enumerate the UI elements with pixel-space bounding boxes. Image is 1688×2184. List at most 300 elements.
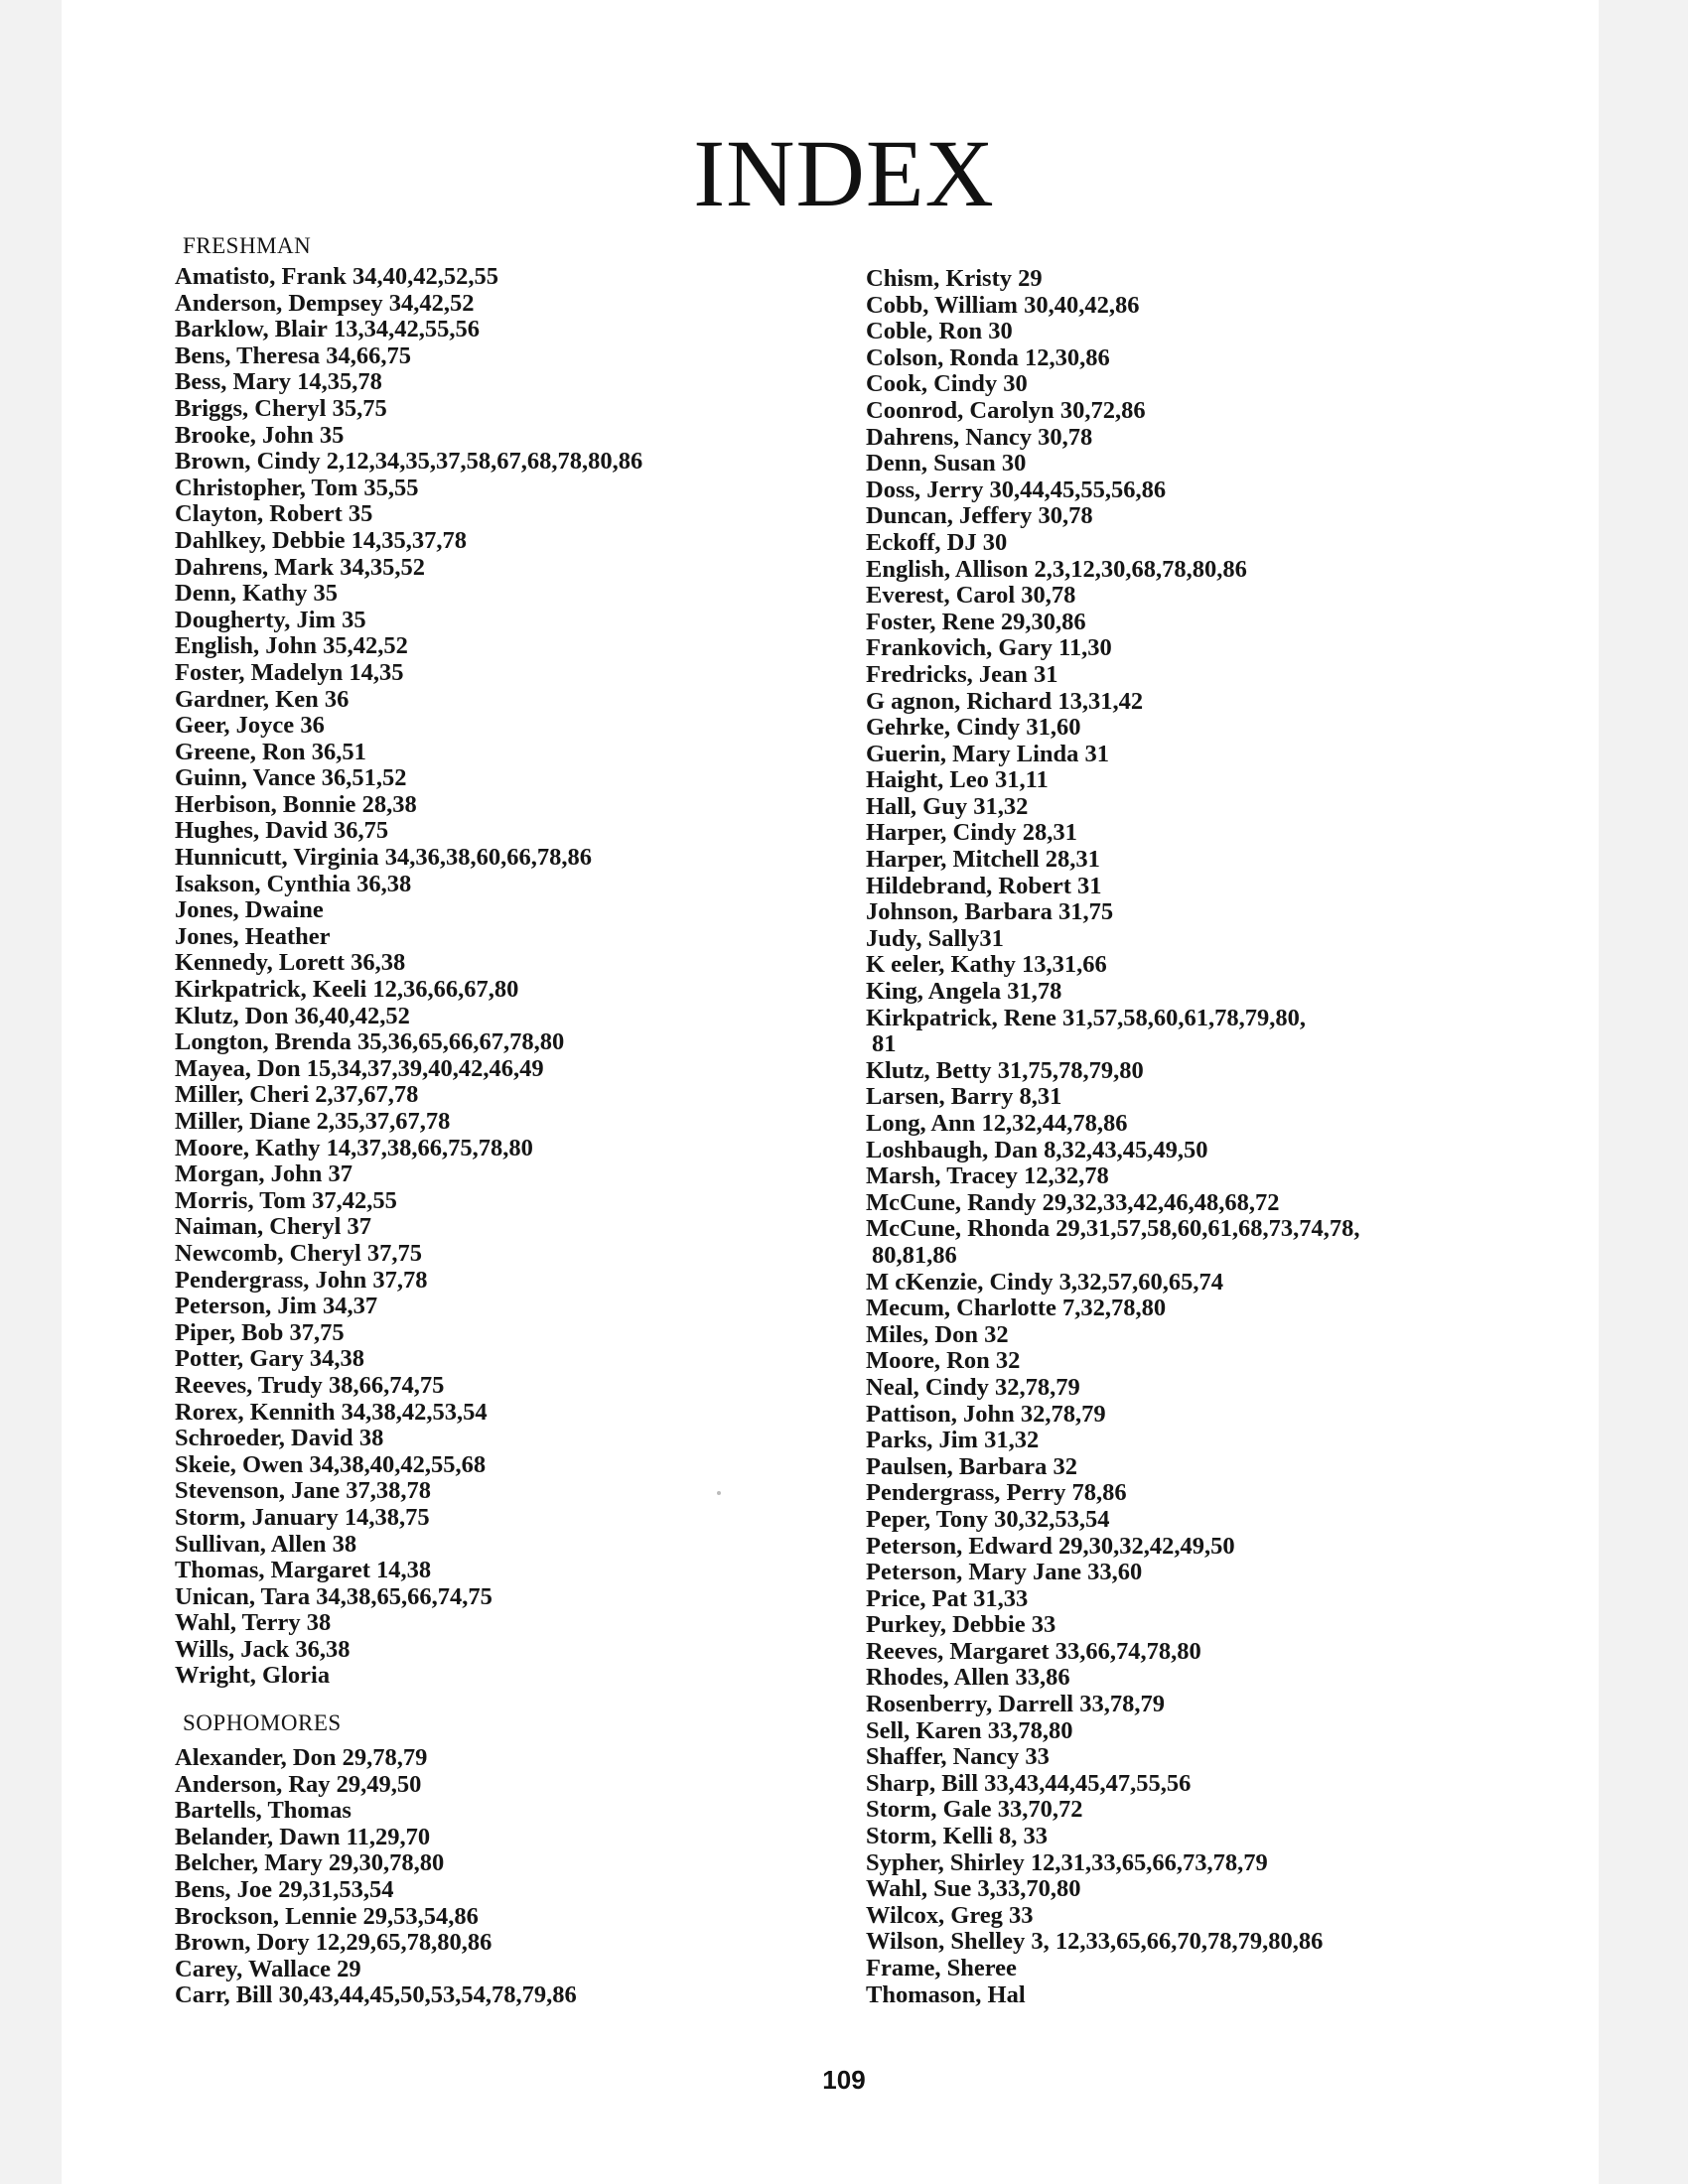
- index-entry: [866, 1903, 1541, 1930]
- entry-pages: 33,78,80: [987, 1716, 1073, 1744]
- entry-pages: 14,35,37,78: [351, 526, 468, 554]
- entry-pages: 37: [347, 1213, 372, 1241]
- index-entry: [866, 952, 1541, 979]
- index-entry: [175, 1532, 850, 1559]
- entry-pages: 30: [1001, 450, 1027, 478]
- entry-name: Peterson, Edward: [866, 1532, 1053, 1560]
- index-entry: [175, 369, 850, 396]
- entry-name: Mecum, Charlotte: [866, 1295, 1056, 1322]
- entry-pages: 12,29,65,78,80,86: [315, 1929, 492, 1957]
- entry-name: Storm, January: [175, 1503, 339, 1531]
- entry-name: Anderson, Dempsey: [175, 289, 383, 317]
- entry-pages: 29,78,79: [342, 1744, 428, 1772]
- entry-name: Chism, Kristy: [866, 265, 1012, 292]
- entry-name: Kennedy, Lorett: [175, 949, 346, 977]
- index-entry: [175, 1982, 850, 2009]
- section-header-sophomores: SOPHOMORES: [183, 1710, 342, 1736]
- index-entry: [175, 1663, 850, 1690]
- entry-pages: 34,38,40,42,55,68: [309, 1450, 487, 1478]
- entry-pages: 35: [348, 500, 373, 528]
- entry-pages: 2,35,37,67,78: [316, 1108, 451, 1135]
- page-title: INDEX: [693, 120, 995, 226]
- entry-name: Dahlkey, Debbie: [175, 526, 346, 554]
- index-entry: [175, 1877, 850, 1904]
- index-entry: [866, 899, 1541, 926]
- entry-pages: 34,66,75: [326, 341, 411, 369]
- entry-name: Hunnicutt, Virginia: [175, 844, 379, 872]
- index-entry: [175, 1478, 850, 1505]
- index-entry: [866, 1190, 1541, 1217]
- entry-pages: 29,31,57,58,60,61,68,73,74,78,: [1055, 1215, 1360, 1243]
- index-entry: [175, 343, 850, 370]
- entry-pages: 29,30,32,42,49,50: [1057, 1532, 1235, 1560]
- entry-pages: 32,78,79: [995, 1373, 1080, 1401]
- index-entry: [866, 1560, 1541, 1586]
- entry-name: Herbison, Bonnie: [175, 790, 356, 818]
- index-entry: [175, 1426, 850, 1452]
- index-entry: [866, 767, 1541, 794]
- entry-name: G agnon, Richard: [866, 687, 1053, 715]
- entry-name: Colson, Ronda: [866, 343, 1019, 371]
- entry-name: Haight, Leo: [866, 766, 989, 794]
- entry-pages: 37,78: [372, 1266, 428, 1294]
- entry-pages: 29: [337, 1955, 361, 1982]
- entry-pages: 8,32,43,45,49,50: [1044, 1136, 1208, 1163]
- index-entry: [175, 1904, 850, 1931]
- index-entry: [866, 1402, 1541, 1429]
- entry-pages: 36,75: [333, 817, 389, 845]
- index-entry: [866, 794, 1541, 821]
- entry-name: Moore, Ron: [866, 1347, 990, 1375]
- index-entry: [175, 765, 850, 792]
- entry-name: Cobb, William: [866, 291, 1018, 319]
- entry-name: McCune, Randy: [866, 1188, 1037, 1216]
- entry-pages: 31: [1084, 740, 1110, 767]
- index-entry: [866, 1058, 1541, 1085]
- entry-name: Johnson, Barbara: [866, 898, 1053, 926]
- index-entry: [175, 501, 850, 528]
- index-entry: [866, 1270, 1541, 1297]
- entry-pages: 28,31: [1022, 819, 1077, 847]
- entry-pages: 34,37: [323, 1293, 378, 1320]
- entry-name: Stevenson, Jane: [175, 1477, 341, 1505]
- entry-name: Carey, Wallace: [175, 1955, 331, 1982]
- entry-pages: 29,30,86: [1000, 608, 1086, 635]
- index-entry: [175, 1505, 850, 1532]
- entry-name: Briggs, Cheryl: [175, 394, 327, 422]
- index-entry: [866, 1480, 1541, 1507]
- entry-name: Larsen, Barry: [866, 1083, 1014, 1111]
- index-left-column: [175, 228, 850, 2009]
- index-entry: [175, 818, 850, 845]
- entry-name: Belcher, Mary: [175, 1849, 323, 1877]
- entry-pages: 29,30,78,80: [328, 1849, 445, 1877]
- entry-name: Neal, Cindy: [866, 1373, 989, 1401]
- entry-name: Peper, Tony: [866, 1505, 988, 1533]
- entry-name: Bens, Joe: [175, 1876, 272, 1904]
- entry-name: Guinn, Vance: [175, 764, 316, 792]
- index-entry: [175, 1637, 850, 1664]
- entry-pages: 36: [300, 712, 325, 740]
- entry-name: King, Angela: [866, 978, 1002, 1006]
- entry-pages: 36,40,42,52: [294, 1002, 410, 1029]
- entry-name: McCune, Rhonda: [866, 1215, 1051, 1243]
- entry-name: Barklow, Blair: [175, 316, 328, 343]
- entry-name: Skeie, Owen: [175, 1450, 304, 1478]
- entry-pages: 13,34,42,55,56: [333, 316, 480, 343]
- index-entry: [866, 1612, 1541, 1639]
- entry-name: Coonrod, Carolyn: [866, 396, 1055, 424]
- entry-pages: 78,86: [1071, 1479, 1127, 1507]
- entry-pages: 12,32,44,78,86: [981, 1110, 1128, 1137]
- index-entry: [866, 1824, 1541, 1850]
- entry-name: Paulsen, Barbara: [866, 1452, 1048, 1480]
- entry-name: Judy, Sally31: [866, 924, 1004, 952]
- index-entry: [866, 1692, 1541, 1718]
- entry-pages: 30: [988, 318, 1013, 345]
- entry-name: Isakson, Cynthia: [175, 870, 352, 897]
- entry-pages: 37,75: [366, 1239, 423, 1267]
- index-entry: [866, 1929, 1541, 1956]
- entry-name: Brown, Dory: [175, 1929, 310, 1957]
- entry-name: Harper, Mitchell: [866, 846, 1040, 874]
- index-entry: [175, 792, 850, 819]
- index-entry: [175, 950, 850, 977]
- entry-name: Wills, Jack: [175, 1635, 290, 1663]
- entry-pages: 31,57,58,60,61,78,79,80,: [1062, 1004, 1307, 1031]
- entry-pages: 34,38: [309, 1345, 364, 1373]
- entry-name: Morris, Tom: [175, 1186, 307, 1214]
- entry-name: Longton, Brenda: [175, 1028, 352, 1056]
- index-entry: [175, 528, 850, 555]
- index-entry: [175, 1558, 850, 1584]
- index-entry: [866, 1163, 1541, 1190]
- index-entry: [175, 687, 850, 714]
- entry-name: Christopher, Tom: [175, 474, 358, 501]
- entry-pages: 29: [1018, 265, 1043, 292]
- index-entry: [866, 1639, 1541, 1666]
- index-entry: [175, 1346, 850, 1373]
- entry-name: Rosenberry, Darrell: [866, 1691, 1074, 1718]
- entry-pages: 12,30,86: [1024, 343, 1110, 371]
- index-entry: [866, 1138, 1541, 1164]
- entry-name: Hughes, David: [175, 817, 328, 845]
- index-entry: [866, 1296, 1541, 1322]
- entry-name: Doss, Jerry: [866, 476, 984, 503]
- index-entry: [866, 874, 1541, 900]
- index-entry: [175, 1798, 850, 1825]
- index-entry: [866, 1454, 1541, 1481]
- entry-name: Brooke, John: [175, 421, 314, 449]
- entry-name: English, John: [175, 632, 317, 660]
- entry-pages: 33,60: [1087, 1559, 1143, 1586]
- entry-name: Pendergrass, Perry: [866, 1479, 1066, 1507]
- index-entry: [175, 1452, 850, 1479]
- index-entry: [866, 398, 1541, 425]
- index-entry: [866, 1375, 1541, 1402]
- entry-pages: 35: [342, 606, 366, 633]
- entry-pages-continued: 80,81,86: [872, 1241, 957, 1269]
- entry-name: Wilson, Shelley: [866, 1928, 1026, 1956]
- index-entry: [866, 530, 1541, 557]
- index-entry: [175, 1188, 850, 1215]
- entry-pages: 30,78: [1038, 423, 1093, 451]
- index-entry: [175, 1241, 850, 1268]
- index-entry: [866, 1744, 1541, 1771]
- entry-pages: 30: [982, 528, 1008, 556]
- index-entry: [175, 555, 850, 582]
- entry-pages: 31,78: [1007, 978, 1062, 1006]
- entry-name: Dahrens, Mark: [175, 553, 335, 581]
- entry-name: Parks, Jim: [866, 1427, 978, 1454]
- entry-name: Peterson, Mary Jane: [866, 1559, 1082, 1586]
- entry-pages: 3,33,70,80: [977, 1875, 1081, 1903]
- entry-name: Hall, Guy: [866, 792, 968, 820]
- index-entry: [175, 608, 850, 634]
- entry-pages: 35,36,65,66,67,78,80: [357, 1028, 565, 1056]
- entry-pages: 37,42,55: [312, 1186, 397, 1214]
- section-header-freshman: FRESHMAN: [183, 233, 312, 258]
- entry-name: K eeler, Kathy: [866, 951, 1016, 979]
- index-entry: [175, 713, 850, 740]
- entry-pages: 3,32,57,60,65,74: [1058, 1268, 1223, 1296]
- entry-pages: 29,31,53,54: [278, 1876, 394, 1904]
- entry-pages: 35: [319, 421, 345, 449]
- entry-name: Denn, Susan: [866, 450, 996, 478]
- entry-pages: 31,32: [973, 792, 1029, 820]
- entry-name: Kirkpatrick, Keeli: [175, 976, 367, 1004]
- entry-pages: 31,60: [1026, 714, 1081, 742]
- entry-pages: 32,78,79: [1020, 1400, 1106, 1428]
- entry-name: Anderson, Ray: [175, 1770, 331, 1798]
- index-entry: [175, 1825, 850, 1851]
- entry-pages: 8, 33: [999, 1823, 1049, 1850]
- entry-pages: 11,30: [1057, 634, 1112, 662]
- index-entry: [866, 425, 1541, 452]
- index-entry: [175, 1294, 850, 1320]
- entry-pages: 36,38: [356, 870, 412, 897]
- index-entry: [866, 1718, 1541, 1745]
- entry-pages: 31,75: [1058, 898, 1114, 926]
- entry-pages: 34,38,42,53,54: [341, 1398, 488, 1426]
- entry-pages: 30,78: [1038, 502, 1093, 530]
- entry-name: Belander, Dawn: [175, 1823, 341, 1850]
- entry-pages: 33: [1009, 1901, 1034, 1929]
- index-entry: [175, 1082, 850, 1109]
- entry-name: Marsh, Tracey: [866, 1162, 1018, 1190]
- entry-pages: 14,37,38,66,75,78,80: [326, 1134, 533, 1161]
- index-entry: [175, 845, 850, 872]
- index-entry: [866, 1084, 1541, 1111]
- entry-pages: 33: [1025, 1743, 1050, 1771]
- index-entry: [175, 1957, 850, 1983]
- entry-name: Brown, Cindy: [175, 448, 321, 476]
- entry-pages: 34,36,38,60,66,78,86: [384, 844, 592, 872]
- index-entry: [866, 1771, 1541, 1798]
- entry-pages: 7,32,78,80: [1061, 1295, 1167, 1322]
- entry-pages: 14,38,75: [344, 1503, 430, 1531]
- index-entry: [866, 1665, 1541, 1692]
- entry-pages: 33,86: [1015, 1664, 1070, 1692]
- entry-name: Dougherty, Jim: [175, 606, 336, 633]
- entry-pages: 36,38: [295, 1635, 351, 1663]
- entry-name: Guerin, Mary Linda: [866, 740, 1079, 767]
- index-entry: [866, 1216, 1541, 1269]
- index-entry: [866, 1982, 1541, 2009]
- entry-pages: 35,75: [332, 394, 387, 422]
- entry-pages: 38: [358, 1425, 384, 1452]
- entry-pages: 31,32: [984, 1427, 1040, 1454]
- entry-pages: 37,38,78: [346, 1477, 431, 1505]
- entry-pages: 34,38,65,66,74,75: [316, 1582, 492, 1610]
- index-entry: [866, 1006, 1541, 1058]
- entry-name: Frankovich, Gary: [866, 634, 1053, 662]
- entry-name: Storm, Kelli: [866, 1823, 993, 1850]
- entry-pages: 14,38: [376, 1557, 432, 1584]
- entry-pages: 29,49,50: [336, 1770, 422, 1798]
- entry-name: Greene, Ron: [175, 738, 306, 765]
- entry-pages: 30,44,45,55,56,86: [989, 476, 1167, 503]
- entry-name: Klutz, Betty: [866, 1056, 992, 1084]
- entry-name: Carr, Bill: [175, 1981, 273, 2009]
- entry-name: Schroeder, David: [175, 1425, 353, 1452]
- entry-name: Bartells, Thomas: [175, 1797, 352, 1825]
- index-entry: [175, 1772, 850, 1799]
- index-entry: [175, 897, 850, 924]
- index-entry: [175, 1610, 850, 1637]
- entry-pages: 38: [332, 1530, 357, 1558]
- entry-pages: 36,51,52: [321, 764, 407, 792]
- entry-pages: 30,32,53,54: [994, 1505, 1110, 1533]
- entry-name: Miller, Cheri: [175, 1081, 310, 1109]
- entry-pages: 37,75: [289, 1318, 345, 1346]
- entry-pages: 31: [1034, 660, 1058, 688]
- entry-pages: 12,31,33,65,66,73,78,79: [1030, 1848, 1268, 1876]
- entry-pages: 34,35,52: [340, 553, 426, 581]
- entry-name: Brockson, Lennie: [175, 1902, 357, 1930]
- entry-name: Miles, Don: [866, 1320, 978, 1348]
- freshman-list: [175, 264, 850, 1690]
- sophomores-list-left: [175, 1745, 850, 2009]
- index-entry: [866, 1797, 1541, 1824]
- index-entry: [866, 610, 1541, 636]
- index-entry: [175, 660, 850, 687]
- index-entry: [866, 742, 1541, 768]
- entry-name: Pendergrass, John: [175, 1266, 367, 1294]
- entry-pages: 30,40,42,86: [1024, 291, 1140, 319]
- index-entry: [175, 1745, 850, 1772]
- index-entry: [175, 264, 850, 291]
- entry-pages: 12,36,66,67,80: [372, 976, 519, 1004]
- index-entry: [175, 977, 850, 1004]
- index-entry: [866, 926, 1541, 953]
- index-entry: [175, 449, 850, 476]
- entry-name: Unican, Tara: [175, 1582, 311, 1610]
- entry-name: Sharp, Bill: [866, 1769, 979, 1797]
- entry-pages: 2,3,12,30,68,78,80,86: [1034, 555, 1247, 583]
- index-entry: [866, 1348, 1541, 1375]
- entry-pages: 31,11: [995, 766, 1049, 794]
- index-entry: [175, 1373, 850, 1400]
- index-entry: [866, 1534, 1541, 1561]
- entry-name: Moore, Kathy: [175, 1134, 321, 1161]
- index-entry: [175, 1268, 850, 1295]
- entry-name: Duncan, Jeffery: [866, 502, 1033, 530]
- entry-pages: 34,42,52: [388, 289, 475, 317]
- index-entry: [866, 583, 1541, 610]
- entry-name: Newcomb, Cheryl: [175, 1239, 361, 1267]
- entry-pages: 33: [1031, 1611, 1056, 1639]
- entry-name: Pattison, John: [866, 1400, 1015, 1428]
- index-entry: [175, 317, 850, 343]
- index-entry: [866, 478, 1541, 504]
- entry-name: Foster, Madelyn: [175, 658, 344, 686]
- index-entry: [175, 581, 850, 608]
- entry-pages: 33,66,74,78,80: [1055, 1637, 1201, 1665]
- entry-name: Long, Ann: [866, 1110, 976, 1137]
- entry-name: Alexander, Don: [175, 1744, 337, 1772]
- index-entry: [866, 1507, 1541, 1534]
- entry-pages: 33,70,72: [997, 1796, 1083, 1824]
- entry-name: Hildebrand, Robert: [866, 872, 1071, 899]
- entry-pages: 12,32,78: [1024, 1162, 1109, 1190]
- entry-pages: 14,35,78: [297, 368, 382, 396]
- index-entry: [866, 635, 1541, 662]
- index-entry: [866, 1876, 1541, 1903]
- entry-pages: 8,31: [1019, 1083, 1062, 1111]
- entry-name: Eckoff, DJ: [866, 528, 977, 556]
- entry-name: Rorex, Kennith: [175, 1398, 336, 1426]
- index-entry: [175, 476, 850, 502]
- entry-name: Denn, Kathy: [175, 580, 308, 608]
- index-entry: [866, 451, 1541, 478]
- entry-name: Miller, Diane: [175, 1108, 311, 1135]
- entry-pages-continued: 81: [872, 1030, 897, 1058]
- index-entry: [175, 740, 850, 766]
- entry-name: Amatisto, Frank: [175, 263, 347, 290]
- entry-pages: 32: [1053, 1452, 1078, 1480]
- entry-name: Reeves, Trudy: [175, 1371, 323, 1399]
- index-entry: [866, 503, 1541, 530]
- index-entry: [866, 371, 1541, 398]
- index-entry: [866, 847, 1541, 874]
- entry-pages: 11,29,70: [346, 1823, 431, 1850]
- entry-pages: 15,34,37,39,40,42,46,49: [306, 1054, 544, 1082]
- index-entry: [175, 1320, 850, 1347]
- entry-pages: 28,38: [361, 790, 417, 818]
- entry-pages: 32: [995, 1347, 1021, 1375]
- index-entry: [175, 1400, 850, 1427]
- entry-pages: 30,43,44,45,50,53,54,78,79,86: [278, 1981, 577, 2009]
- entry-name: Jones, Dwaine: [175, 896, 324, 924]
- entry-name: Coble, Ron: [866, 318, 983, 345]
- entry-name: Price, Pat: [866, 1584, 968, 1612]
- entry-name: Wahl, Sue: [866, 1875, 972, 1903]
- entry-pages: 30: [1003, 370, 1028, 398]
- entry-name: Thomas, Margaret: [175, 1557, 370, 1584]
- entry-name: Purkey, Debbie: [866, 1611, 1026, 1639]
- entry-name: M cKenzie, Cindy: [866, 1268, 1054, 1296]
- index-entry: [175, 1214, 850, 1241]
- index-entry: [175, 1136, 850, 1162]
- entry-name: Kirkpatrick, Rene: [866, 1004, 1056, 1031]
- index-entry: [175, 1161, 850, 1188]
- index-entry: [175, 1850, 850, 1877]
- entry-pages: 36: [324, 685, 350, 713]
- entry-name: Jones, Heather: [175, 922, 331, 950]
- entry-pages: 30,72,86: [1059, 396, 1146, 424]
- entry-pages: 37: [328, 1160, 353, 1188]
